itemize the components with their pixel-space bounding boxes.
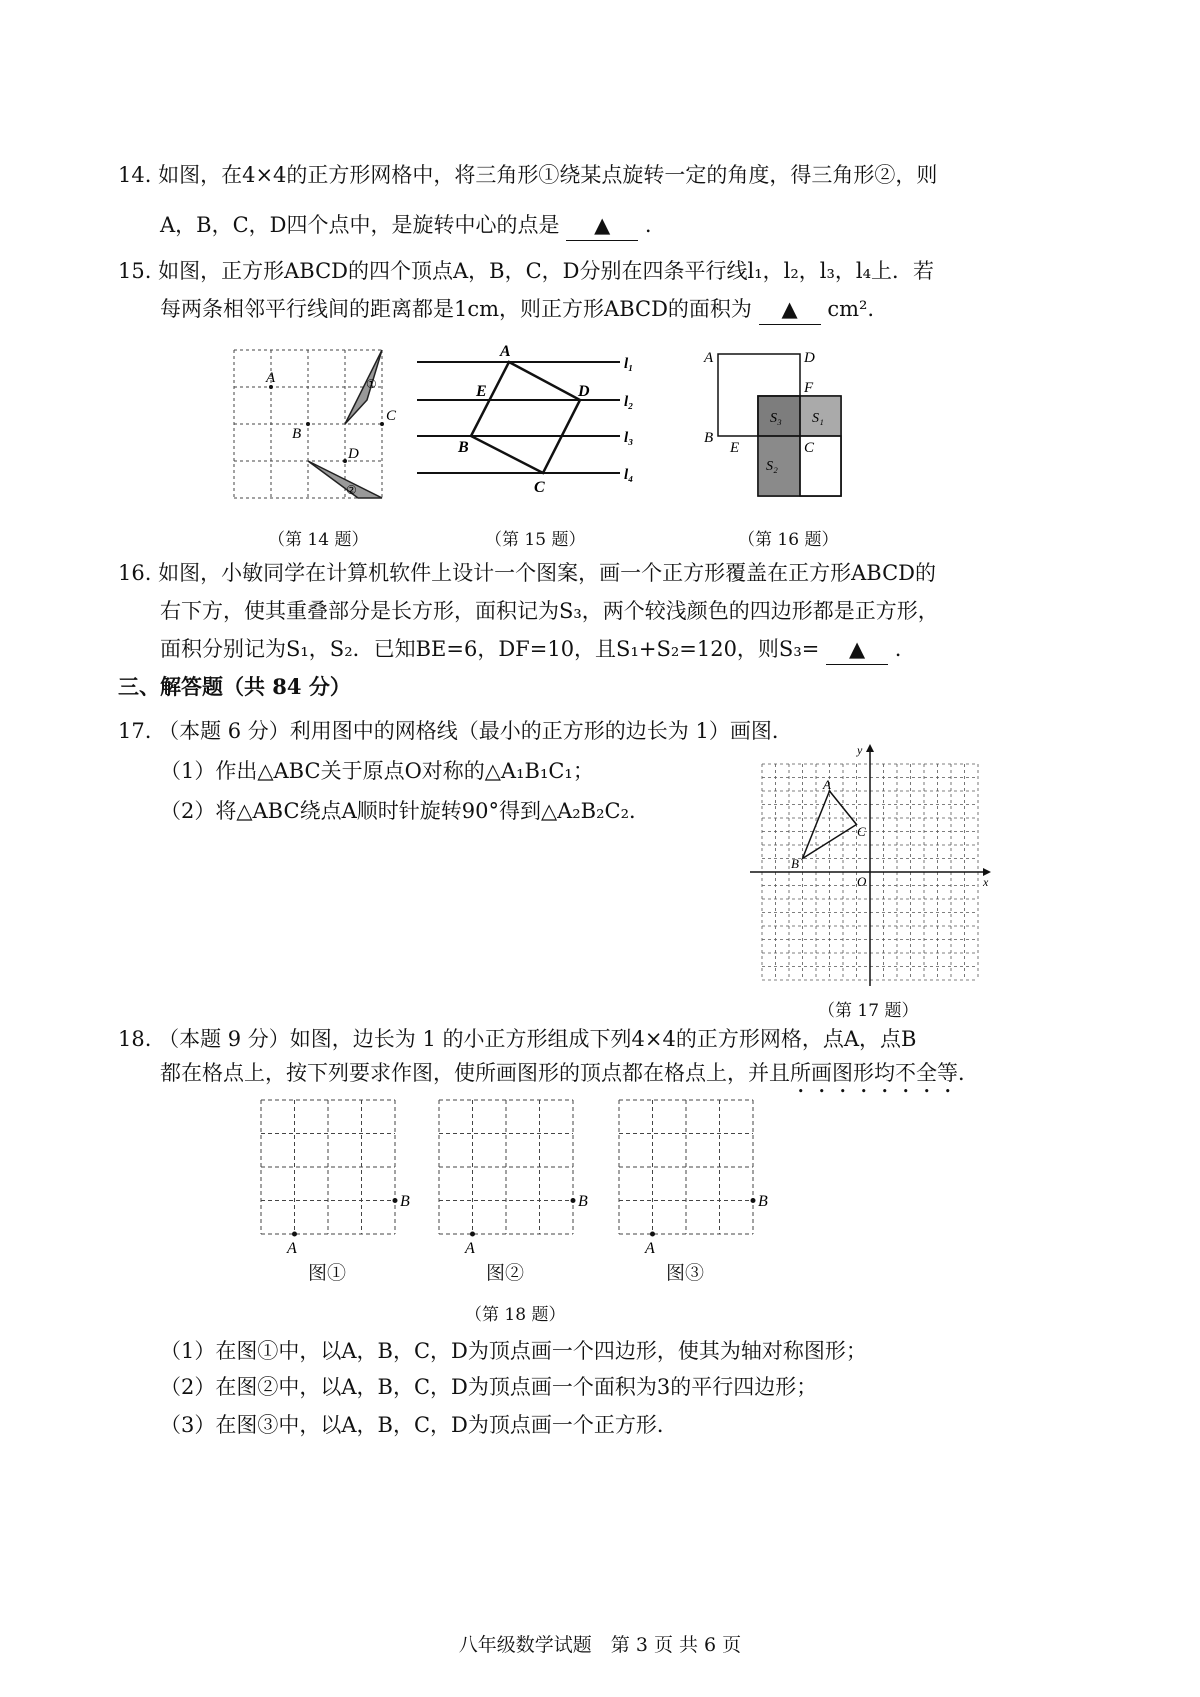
q18-text-line2c: ． xyxy=(958,1061,979,1085)
q14-line1 xyxy=(118,160,937,190)
fig16-label-f: F xyxy=(804,380,814,396)
fig17-label-c: C xyxy=(857,824,866,839)
q16-text-line3: 面积分别记为S₁，S₂．已知BE=6，DF=10，且S₁+S₂=120，则S₃= xyxy=(160,637,820,661)
q16-line2 xyxy=(160,596,939,626)
fig16-label-s2: S₂ xyxy=(766,459,778,474)
fig18-label-3: 图③ xyxy=(666,1262,705,1284)
figure-17 xyxy=(745,740,995,990)
q17-text: （本题 6 分）利用图中的网格线（最小的正方形的边长为 1）画图． xyxy=(158,719,793,743)
q14-answer-blank[interactable]: ▲ xyxy=(566,210,638,241)
q18-emphasis: 所画图形均不全等 xyxy=(790,1061,958,1085)
fig16-label-b: B xyxy=(704,430,714,446)
section3-title: 三、解答题（共 84 分） xyxy=(118,674,351,699)
fig16-caption: （第 16 题） xyxy=(738,530,839,550)
q17-number: 17. xyxy=(118,719,152,743)
q18-text-line1: （本题 9 分）如图，边长为 1 的小正方形组成下列4×4的正方形网格，点A，点B xyxy=(158,1027,917,1051)
q14-text-line1: 如图，在4×4的正方形网格中，将三角形①绕某点旋转一定的角度，得三角形②，则 xyxy=(158,163,938,187)
figure-14 xyxy=(222,340,407,510)
q14-line2 xyxy=(160,210,652,241)
fig16-label-e: E xyxy=(730,440,740,456)
fig17-label-b: B xyxy=(791,856,799,871)
q15-unit: cm². xyxy=(827,297,875,321)
fig14-label-tri2: ② xyxy=(346,483,357,497)
fig15-label-b: B xyxy=(458,439,469,456)
fig15-label-l3: l₃ xyxy=(624,430,634,446)
figure-18-grid-2 xyxy=(433,1090,603,1260)
fig18-2-label-b: B xyxy=(578,1193,588,1210)
fig14-label-tri1: ① xyxy=(366,377,377,391)
q15-line1 xyxy=(118,256,934,286)
fig15-label-l2: l₂ xyxy=(624,394,634,410)
figure-15 xyxy=(412,340,652,510)
fig14-label-b: B xyxy=(292,426,302,442)
figure-18-grid-1 xyxy=(255,1090,425,1260)
q16-number: 16. xyxy=(118,561,152,585)
q17-part1: （1）作出△ABC关于原点O对称的△A₁B₁C₁； xyxy=(160,759,594,783)
q17-part2: （2）将△ABC绕点A顺时针旋转90°得到△A₂B₂C₂． xyxy=(160,799,651,823)
q16-answer-blank[interactable]: ▲ xyxy=(826,634,888,665)
fig15-label-c: C xyxy=(534,479,545,496)
q16-line1 xyxy=(118,558,936,588)
figure-16 xyxy=(694,340,874,510)
fig16-label-c: C xyxy=(804,440,815,456)
fig16-label-d: D xyxy=(804,350,815,366)
q15-answer-blank[interactable]: ▲ xyxy=(759,294,821,325)
fig17-label-y: y xyxy=(857,743,863,757)
fig14-label-a: A xyxy=(266,370,276,386)
q16-line3 xyxy=(160,634,901,665)
fig18-label-1: 图① xyxy=(308,1262,347,1284)
fig18-1-label-b: B xyxy=(400,1193,410,1210)
q18-part3: （3）在图③中，以A，B，C，D为顶点画一个正方形． xyxy=(160,1413,678,1437)
fig16-label-s1: S₁ xyxy=(812,411,824,426)
q17-line1 xyxy=(118,716,793,746)
fig16-label-s3: S₃ xyxy=(770,411,782,426)
fig15-label-a: A xyxy=(500,343,511,360)
q15-text-line1: 如图，正方形ABCD的四个顶点A，B，C，D分别在四条平行线l₁，l₂，l₃，l₄上．若 xyxy=(158,259,935,283)
fig18-caption: （第 18 题） xyxy=(465,1305,566,1325)
fig17-caption: （第 17 题） xyxy=(818,1001,919,1021)
q16-text-line2: 右下方，使其重叠部分是长方形，面积记为S₃，两个较浅颜色的四边形都是正方形， xyxy=(160,599,939,623)
q15-text-line2: 每两条相邻平行线间的距离都是1cm，则正方形ABCD的面积为 xyxy=(160,297,752,321)
fig15-label-l4: l₄ xyxy=(624,467,634,483)
figure-18-grid-3 xyxy=(613,1090,783,1260)
q14-text-line2: A，B，C，D四个点中，是旋转中心的点是 xyxy=(160,213,560,237)
fig14-caption: （第 14 题） xyxy=(268,530,369,550)
q14-number: 14. xyxy=(118,163,152,187)
fig18-3-label-a: A xyxy=(645,1240,655,1257)
fig15-label-e: E xyxy=(476,383,487,400)
q15-line2 xyxy=(160,294,874,325)
fig18-2-label-a: A xyxy=(465,1240,475,1257)
q16-text-line1: 如图，小敏同学在计算机软件上设计一个图案，画一个正方形覆盖在正方形ABCD的 xyxy=(158,561,936,585)
fig17-label-x: x xyxy=(983,875,989,889)
fig14-label-d: D xyxy=(348,446,359,462)
q18-part1: （1）在图①中，以A，B，C，D为顶点画一个四边形，使其为轴对称图形； xyxy=(160,1339,867,1363)
fig15-label-d: D xyxy=(578,383,590,400)
fig18-label-2: 图② xyxy=(486,1262,525,1284)
fig18-3-label-b: B xyxy=(758,1193,768,1210)
q18-number: 18. xyxy=(118,1027,152,1051)
fig18-1-label-a: A xyxy=(287,1240,297,1257)
q16-end: . xyxy=(894,637,902,661)
fig17-label-o: O xyxy=(857,874,867,889)
q18-text-line2a: 都在格点上，按下列要求作图，使所画图形的顶点都在格点上，并且 xyxy=(160,1061,790,1085)
page-footer: 八年级数学试题 第 3 页 共 6 页 xyxy=(458,1634,742,1656)
fig16-label-a: A xyxy=(704,350,714,366)
q18-line1 xyxy=(118,1024,916,1054)
fig17-label-a: A xyxy=(823,777,831,792)
fig15-caption: （第 15 题） xyxy=(485,530,586,550)
fig14-label-c: C xyxy=(386,408,397,424)
q18-part2: （2）在图②中，以A，B，C，D为顶点画一个面积为3的平行四边形； xyxy=(160,1375,818,1399)
q14-end: . xyxy=(644,213,652,237)
q15-number: 15. xyxy=(118,259,152,283)
fig15-label-l1: l₁ xyxy=(624,356,634,372)
square-abcd xyxy=(471,362,580,473)
